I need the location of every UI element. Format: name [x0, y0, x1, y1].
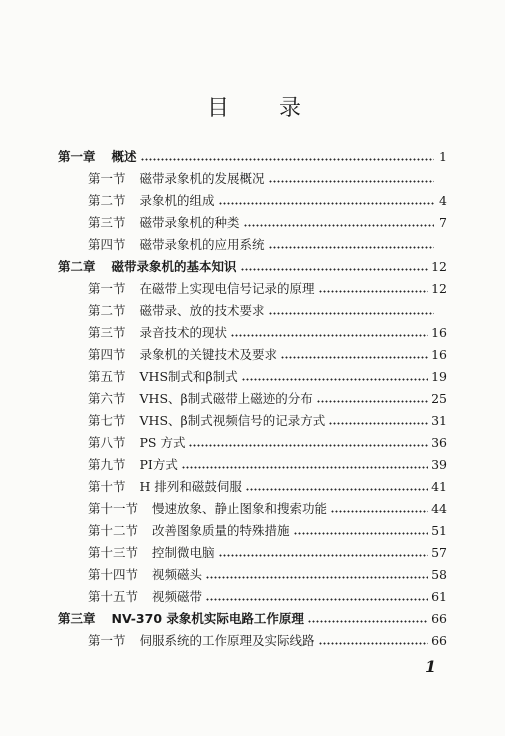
entry-label: 第十四节	[88, 567, 139, 582]
entry-title: 磁带录象机的应用系统	[139, 237, 265, 252]
dot-leader	[206, 576, 428, 579]
entry-page: 66	[431, 611, 447, 626]
toc-section	[58, 630, 447, 652]
table-of-contents	[58, 146, 447, 652]
entry-label: 第二章	[58, 259, 96, 274]
entry-label: 第三章	[58, 611, 96, 626]
dot-leader	[269, 180, 434, 183]
entry-title: 磁带录象机的发展概况	[139, 171, 265, 186]
entry-page: 61	[431, 589, 447, 604]
entry-label: 第四节	[88, 237, 126, 252]
entry-page: 58	[431, 567, 447, 582]
entry-label: 第一节	[88, 171, 126, 186]
toc-section	[58, 498, 447, 520]
toc-section	[58, 366, 447, 388]
entry-label: 第十一节	[88, 501, 139, 516]
toc-section	[58, 388, 447, 410]
entry-page: 1	[439, 149, 447, 164]
toc-section	[58, 476, 447, 498]
dot-leader	[242, 378, 428, 381]
dot-leader	[319, 290, 429, 293]
entry-label: 第五节	[88, 369, 126, 384]
dot-leader	[246, 488, 428, 491]
dot-leader	[241, 268, 429, 271]
page-number: 1	[425, 657, 437, 676]
entry-page: 36	[431, 435, 447, 450]
entry-label: 第一节	[88, 633, 126, 648]
entry-title: 录象机的关键技术及要求	[139, 347, 278, 362]
entry-page: 7	[439, 215, 447, 230]
entry-title: 在磁带上实现电信号记录的原理	[139, 281, 315, 296]
dot-leader	[182, 466, 428, 469]
dot-leader	[281, 356, 428, 359]
entry-title: NV-370 录象机实际电路工作原理	[111, 611, 304, 626]
entry-label: 第七节	[88, 413, 126, 428]
entry-title: 磁带录象机的基本知识	[111, 259, 237, 274]
toc-chapter	[58, 146, 447, 168]
entry-label: 第十节	[88, 479, 126, 494]
entry-page: 16	[431, 325, 447, 340]
dot-leader	[206, 598, 428, 601]
entry-title: 慢速放象、静止图象和搜索功能	[152, 501, 328, 516]
toc-section	[58, 564, 447, 586]
entry-page: 66	[431, 633, 447, 648]
toc-chapter	[58, 256, 447, 278]
entry-title: PI方式	[139, 457, 178, 472]
toc-section	[58, 520, 447, 542]
entry-page: 16	[431, 347, 447, 362]
entry-label: 第四节	[88, 347, 126, 362]
entry-page: 39	[431, 457, 447, 472]
entry-page: 44	[431, 501, 447, 516]
dot-leader	[329, 422, 428, 425]
entry-label: 第二节	[88, 193, 126, 208]
dot-leader	[319, 642, 429, 645]
entry-title: 伺服系统的工作原理及实际线路	[139, 633, 315, 648]
entry-page: 57	[431, 545, 447, 560]
dot-leader	[308, 620, 428, 623]
entry-page: 31	[431, 413, 447, 428]
entry-title: 录象机的组成	[139, 193, 215, 208]
entry-title: PS 方式	[139, 435, 186, 450]
entry-title: 录音技术的现状	[139, 325, 228, 340]
entry-title: 视频磁带	[152, 589, 203, 604]
entry-title: VHS、β制式视频信号的记录方式	[139, 413, 326, 428]
page-title: 目录	[207, 96, 352, 121]
toc-chapter	[58, 608, 447, 630]
toc-section	[58, 212, 447, 234]
dot-leader	[317, 400, 428, 403]
dot-leader	[231, 334, 428, 337]
entry-title: VHS制式和β制式	[139, 369, 238, 384]
entry-title: 磁带录、放的技术要求	[139, 303, 265, 318]
entry-page: 25	[431, 391, 447, 406]
entry-title: 磁带录象机的种类	[139, 215, 240, 230]
toc-section	[58, 300, 447, 322]
dot-leader	[219, 554, 429, 557]
toc-section	[58, 586, 447, 608]
entry-label: 第一节	[88, 281, 126, 296]
entry-page: 51	[431, 523, 447, 538]
toc-section	[58, 454, 447, 476]
entry-label: 第十三节	[88, 545, 139, 560]
entry-page: 19	[431, 369, 447, 384]
toc-section	[58, 234, 447, 256]
toc-section	[58, 278, 447, 300]
entry-page: 12	[431, 259, 447, 274]
toc-section	[58, 190, 447, 212]
dot-leader	[141, 158, 434, 161]
entry-label: 第六节	[88, 391, 126, 406]
entry-label: 第二节	[88, 303, 126, 318]
entry-page: 12	[431, 281, 447, 296]
toc-section	[58, 542, 447, 564]
dot-leader	[269, 312, 434, 315]
entry-page: 41	[431, 479, 447, 494]
entry-title: 改善图象质量的特殊措施	[152, 523, 290, 538]
dot-leader	[189, 444, 428, 447]
toc-section	[58, 322, 447, 344]
toc-section	[58, 410, 447, 432]
entry-label: 第十二节	[88, 523, 139, 538]
entry-label: 第八节	[88, 435, 126, 450]
entry-label: 第九节	[88, 457, 126, 472]
dot-leader	[294, 532, 429, 535]
entry-page: 4	[439, 193, 447, 208]
entry-label: 第十五节	[88, 589, 139, 604]
dot-leader	[331, 510, 428, 513]
entry-label: 第三节	[88, 325, 126, 340]
entry-title: H 排列和磁鼓伺服	[139, 479, 242, 494]
entry-title: 控制微电脑	[152, 545, 215, 560]
toc-section	[58, 168, 447, 190]
entry-label: 第三节	[88, 215, 126, 230]
toc-section	[58, 432, 447, 454]
dot-leader	[244, 224, 434, 227]
dot-leader	[269, 246, 434, 249]
entry-title: VHS、β制式磁带上磁迹的分布	[139, 391, 313, 406]
entry-title: 视频磁头	[152, 567, 203, 582]
entry-label: 第一章	[58, 149, 96, 164]
toc-section	[58, 344, 447, 366]
dot-leader	[219, 202, 434, 205]
entry-title: 概述	[111, 149, 137, 164]
